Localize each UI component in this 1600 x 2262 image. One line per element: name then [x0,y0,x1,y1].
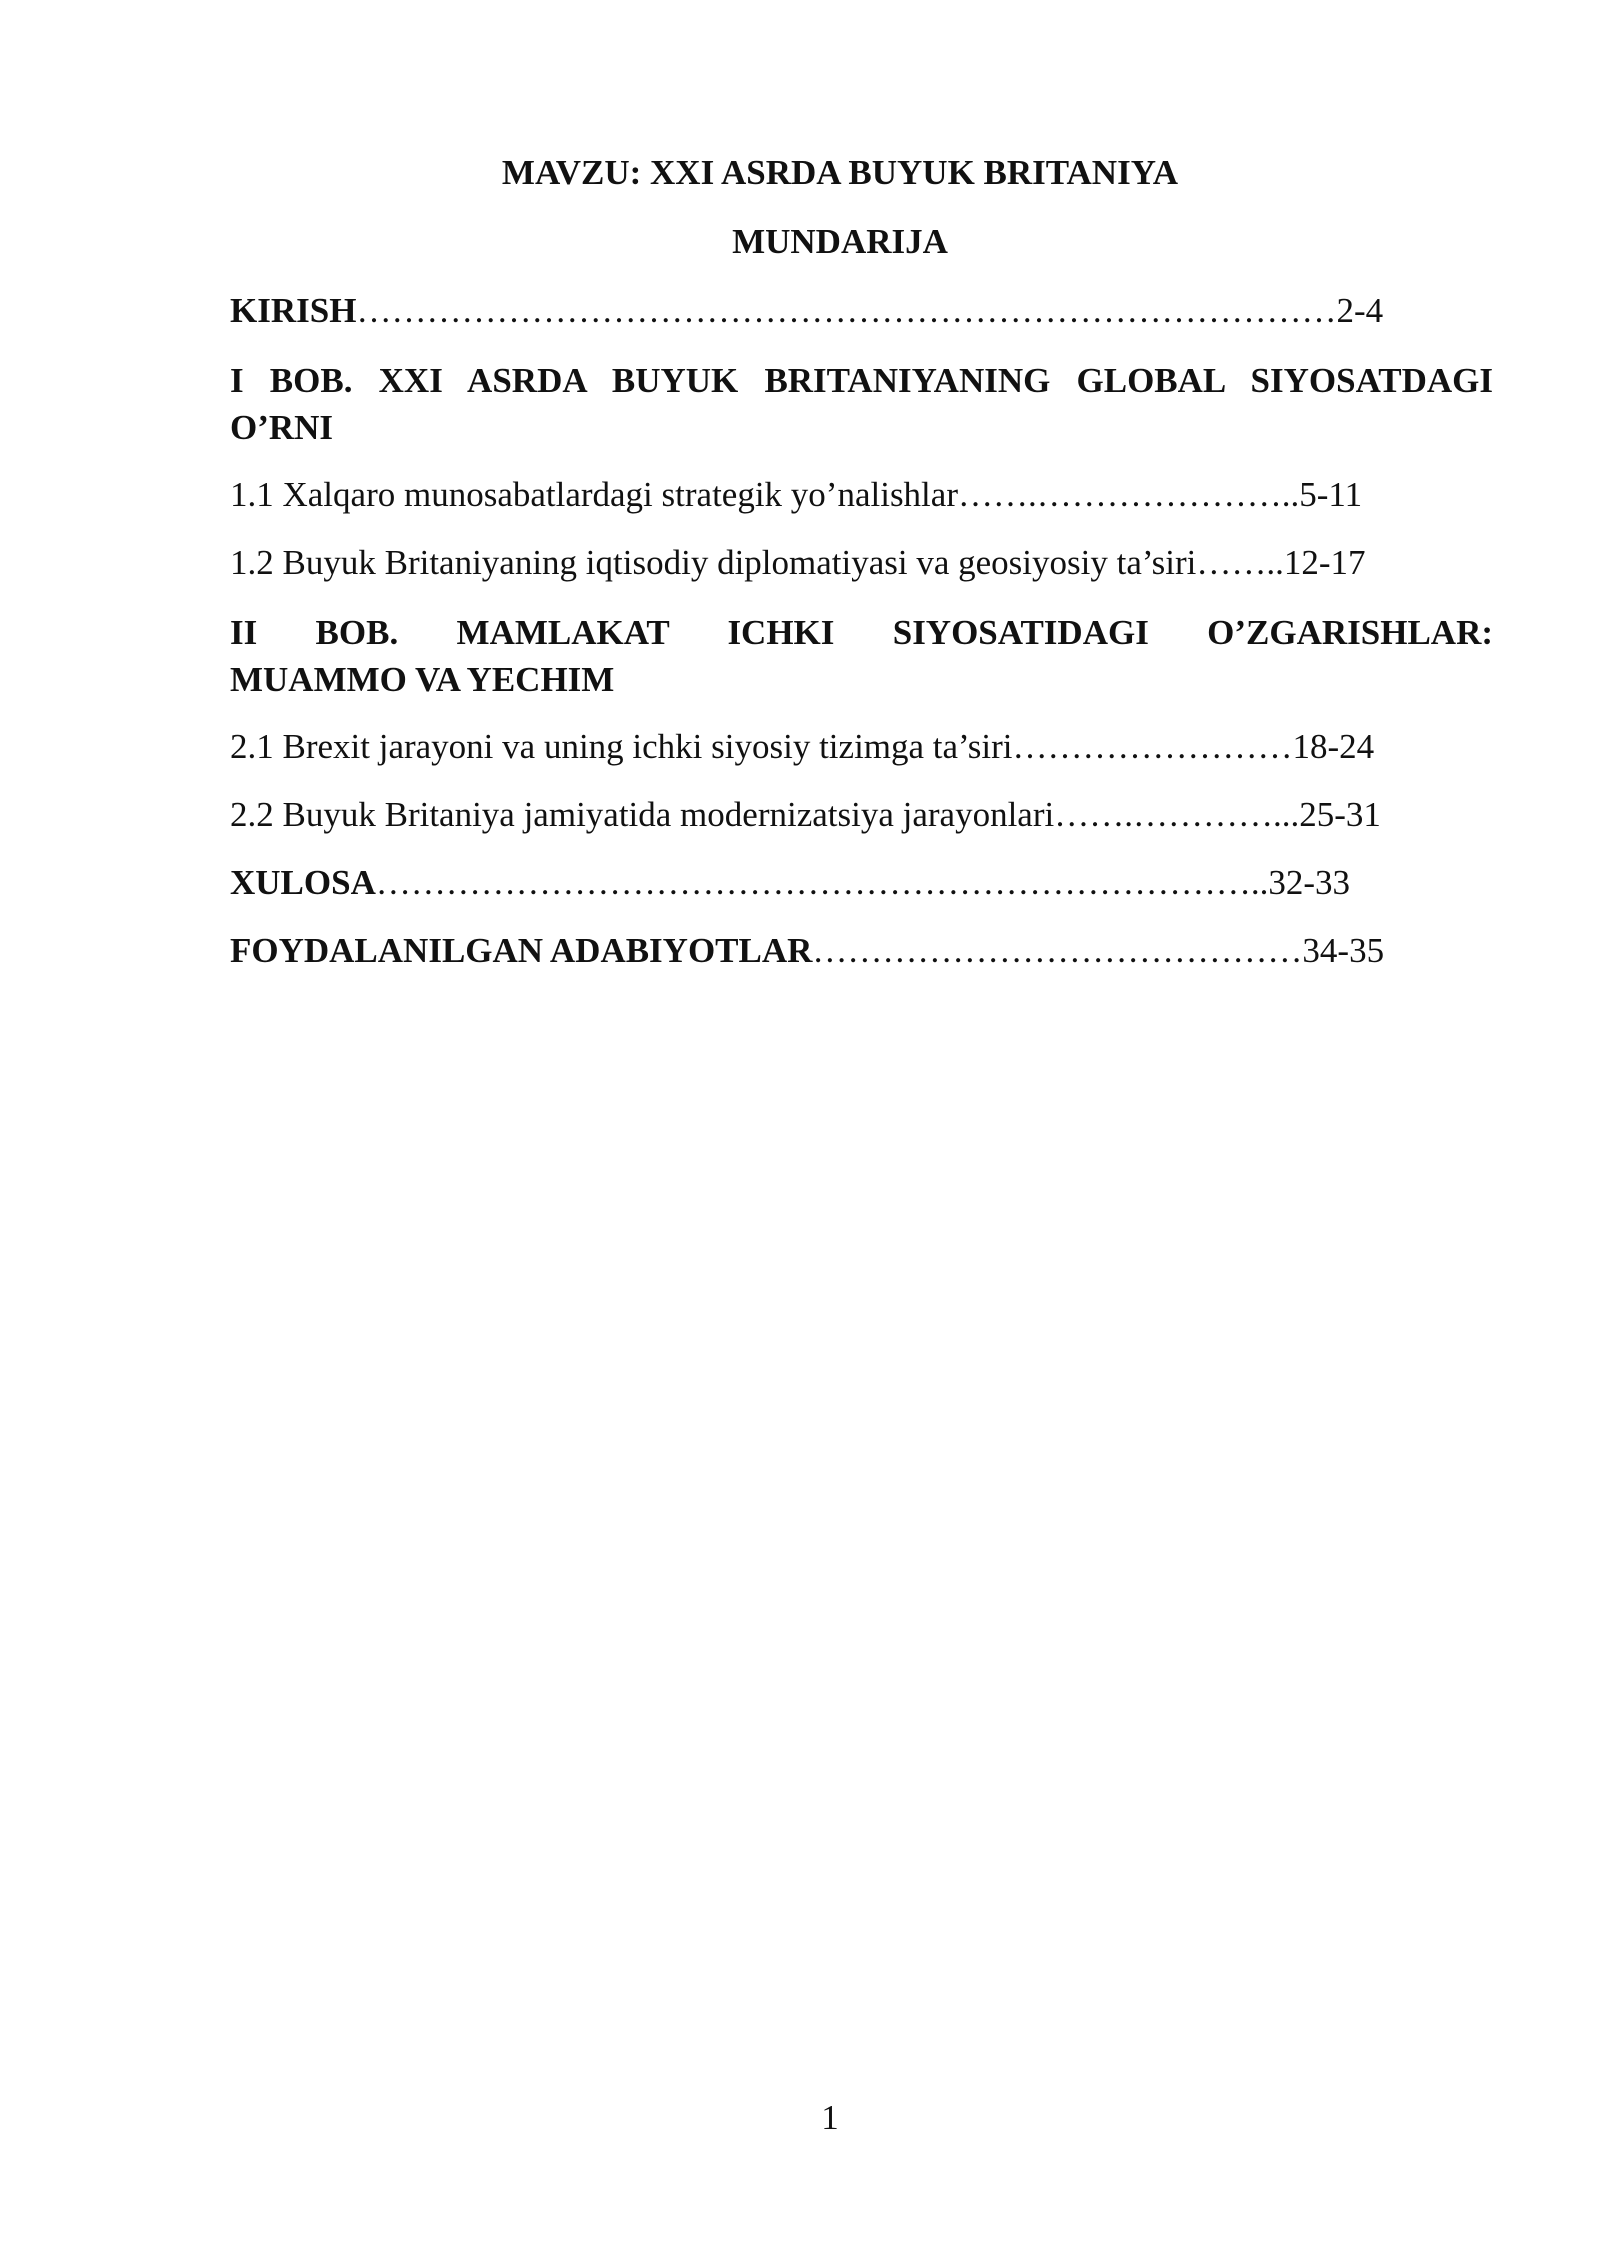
toc-entry-section-2-2 [230,795,1381,835]
subject-title: MAVZU: XXI ASRDA BUYUK BRITANIYA [501,153,1179,192]
toc-pages: .32-33 [1259,863,1351,902]
contents-heading: MUNDARIJA [732,222,948,261]
toc-leader: ………………………………………………………………………… [356,291,1337,330]
toc-pages: 34-35 [1302,931,1385,970]
toc-entry-chapter1 [230,357,1493,451]
toc-pages: .5-11 [1290,475,1363,514]
toc-leader: …………………… [1012,727,1293,766]
toc-entry-section-1-1 [230,475,1362,515]
page-number: 1 [821,2098,839,2137]
toc-label: XULOSA [230,863,376,902]
toc-pages: 2-4 [1336,291,1384,330]
toc-label: KIRISH [230,291,357,330]
chapter1-title-line2: O’RNI [230,408,334,447]
chapter1-title-line1: I BOB. XXI ASRDA BUYUK BRITANIYANING GLOBAL SIYOSATDAGI [230,361,1493,400]
toc-label: 2.2 Buyuk Britaniya jamiyatida modernizatsiya jarayonlari [230,795,1055,834]
toc-pages: ..12-17 [1266,543,1366,582]
toc-label: 1.2 Buyuk Britaniyaning iqtisodiy diplomatiyasi va geosiyosiy ta’siri [230,543,1197,582]
chapter2-title-line1: II BOB. MAMLAKAT ICHKI SIYOSATIDAGI O’ZGARISHLAR: [230,613,1493,652]
toc-leader: …………………………………… [812,931,1303,970]
toc-entry-conclusion [230,863,1350,903]
toc-leader: …….…………………. [957,475,1291,514]
toc-label: 1.1 Xalqaro munosabatlardagi strategik yo’nalishlar [230,475,958,514]
toc-pages: ..25-31 [1281,795,1381,834]
toc-label: FOYDALANILGAN ADABIYOTLAR [230,931,813,970]
toc-label: 2.1 Brexit jarayoni va uning ichki siyosiy tizimga ta’siri [230,727,1013,766]
toc-entry-section-2-1 [230,727,1374,767]
toc-entry-intro [230,291,1383,331]
toc-pages: 18-24 [1292,727,1375,766]
toc-entry-section-1-2 [230,543,1365,583]
toc-leader: …….…………. [1054,795,1282,834]
toc-entry-chapter2 [230,609,1493,703]
toc-leader: …………………………………………………………………. [375,863,1260,902]
chapter2-title-line2: MUAMMO VA YECHIM [230,660,615,699]
toc-leader: …… [1196,543,1267,582]
toc-entry-references [230,931,1384,971]
